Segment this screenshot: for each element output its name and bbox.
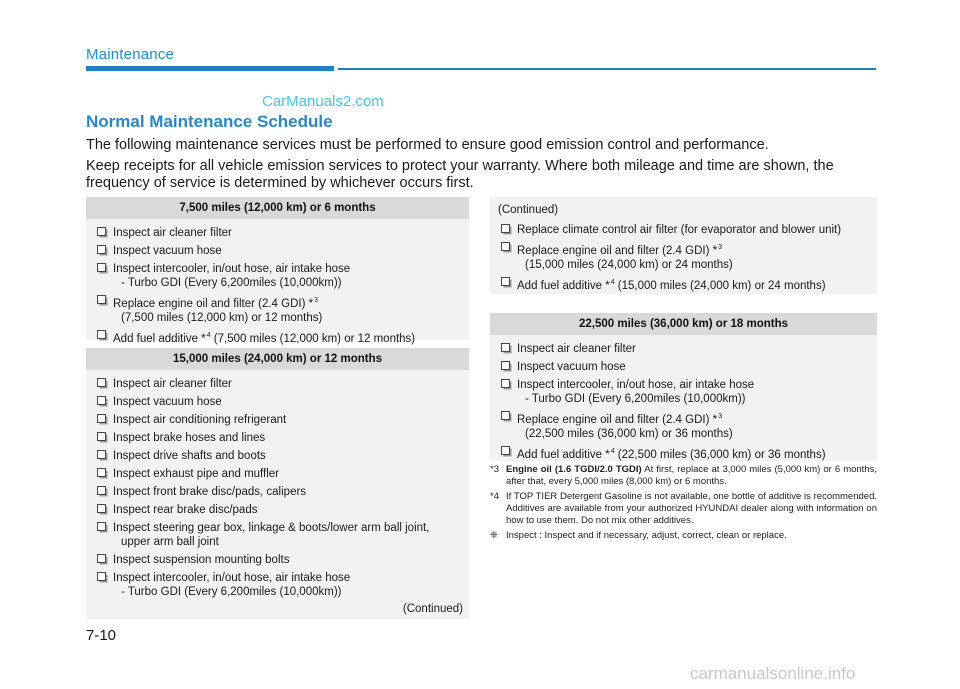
checklist-item [97,262,461,290]
checkbox-icon [97,245,108,256]
checkbox-icon [501,224,512,235]
checkbox-icon [97,263,108,274]
footnote [490,530,877,542]
checkbox-icon [97,504,108,515]
checklist-item-text [113,377,461,391]
checkbox-icon [501,361,512,372]
item-label: Add fuel additive * [517,279,610,292]
item-subtext: - Turbo GDI (Every 6,200miles (10,000km)) [121,586,342,598]
intro-paragraph-2: Keep receipts for all vehicle emission services to protect your warranty. Where both mileage and time are shown, the frequency of service is determined by whichever occurs first. [86,158,834,191]
checklist-item [501,342,869,356]
checkbox-icon [97,450,108,461]
header-rule-thin [338,68,876,70]
item-label: Replace engine oil and filter (2.4 GDI) * [517,244,718,257]
checklist-item-text [113,553,461,567]
continued-label: (Continued) [498,204,559,216]
item-label: Inspect air conditioning refrigerant [113,414,287,426]
footnote-text [506,491,877,527]
checklist-item-text [517,223,869,237]
header-rule-thick [86,66,334,71]
schedule-box-7500 [86,197,469,345]
footnote-ref: 4 [610,278,615,286]
footnote-ref: 4 [206,331,211,339]
checkbox-icon [501,277,512,288]
footnote-ref: 3 [314,297,318,304]
footnote-mark: *4 [490,491,499,502]
item-subtext: (22,500 miles (36,000 km) or 36 months) [525,427,733,440]
section-title: Maintenance [86,46,175,63]
schedule-box-header: 22,500 miles (36,000 km) or 18 months [490,313,877,335]
checklist-item [97,431,461,445]
checkbox-icon [97,486,108,497]
checklist-item [97,294,461,325]
item-label: Inspect drive shafts and boots [113,450,266,462]
checklist-item [97,226,461,240]
checklist-item [97,485,461,499]
checklist-item [97,329,461,346]
item-label: Inspect vacuum hose [113,245,222,257]
item-label: Inspect front brake disc/pads, calipers [113,486,307,498]
checkbox-icon [97,522,108,533]
footnote-bold: Engine oil (1.6 TGDI/2.0 TGDI) [506,464,642,475]
checklist-item [97,521,461,549]
footnote-body: At first, replace at 3,000 miles (5,000 km) or 6 months, after that, every 5,000 miles (8,000 km) or 6 months. [506,464,877,487]
footnote-body: Inspect : Inspect and if necessary, adjust, correct, clean or replace. [506,530,787,541]
item-subtext: (7,500 miles (12,000 km) or 12 months) [121,311,323,324]
item-label: Inspect rear brake disc/pads [113,504,258,516]
checklist-item [97,449,461,463]
schedule-box-15000 [86,348,469,619]
item-interval: (15,000 miles (24,000 km) or 24 months) [614,279,826,292]
footnote [490,464,877,488]
checklist-item [97,413,461,427]
item-label: Inspect exhaust pipe and muffler [113,468,280,480]
checkbox-icon [97,468,108,479]
checklist-item [97,571,461,599]
checklist-item [501,360,869,374]
checkbox-icon [97,378,108,389]
item-label: Replace climate control air filter (for evaporator and blower unit) [517,224,842,236]
checklist-item [97,377,461,391]
item-label: Inspect vacuum hose [113,396,222,408]
checkbox-icon [501,379,512,390]
footnote-ref: 4 [610,447,615,455]
checkbox-icon [501,242,512,253]
footnote-ref: 3 [718,413,722,420]
checklist-item-text [113,449,461,463]
footnote-mark: ❈ [490,530,498,541]
checklist-item-text [113,571,461,599]
item-subtext: - Turbo GDI (Every 6,200miles (10,000km)) [121,277,342,289]
footnote-ref: 3 [718,244,722,251]
checklist-item [501,241,869,272]
item-label: Inspect air cleaner filter [517,343,636,355]
schedule-box-header: 7,500 miles (12,000 km) or 6 months [86,197,469,219]
checklist-item [97,244,461,258]
footnote-text [506,464,877,488]
schedule-box-header: 15,000 miles (24,000 km) or 12 months [86,348,469,370]
checkbox-icon [97,330,108,341]
footnote-text [506,530,877,542]
checklist-item-text [113,244,461,258]
checkbox-icon [97,295,108,306]
checklist-item [501,445,869,462]
checklist [86,219,469,356]
continued-label: (Continued) [402,603,463,615]
item-label: Add fuel additive * [113,332,206,345]
item-label: Replace engine oil and filter (2.4 GDI) * [113,297,314,310]
item-label: Inspect suspension mounting bolts [113,554,290,566]
checkbox-icon [501,343,512,354]
checklist-item-text [113,395,461,409]
checkbox-icon [97,414,108,425]
item-label: Add fuel additive * [517,448,610,461]
footnotes [490,464,877,545]
page-heading: Normal Maintenance Schedule [86,112,333,131]
item-label: Inspect brake hoses and lines [113,432,266,444]
checklist-item [97,467,461,481]
checklist-item-text [113,329,461,346]
checklist-item-text [113,413,461,427]
footnote-mark: *3 [490,464,499,475]
checklist-item [97,503,461,517]
checklist-item [501,378,869,406]
item-subtext: - Turbo GDI (Every 6,200miles (10,000km)) [525,393,746,405]
checklist-item-text [113,226,461,240]
item-label: Replace engine oil and filter (2.4 GDI) * [517,413,718,426]
checkbox-icon [501,411,512,422]
item-label: Inspect air cleaner filter [113,227,232,239]
checklist-item-text [517,342,869,356]
item-label: Inspect air cleaner filter [113,378,232,390]
item-label: Inspect intercooler, in/out hose, air intake hose [113,263,351,275]
checklist-item [97,395,461,409]
checklist [490,223,877,303]
checklist-item-text [113,485,461,499]
checklist-item-text [113,262,461,290]
checklist-item-text [517,360,869,374]
item-subtext: upper arm ball joint [121,536,219,548]
checklist-item-text [517,241,869,272]
checkbox-icon [501,446,512,457]
intro-paragraph-1: The following maintenance services must be performed to ensure good emission control and performance. [86,137,769,153]
item-interval: (7,500 miles (12,000 km) or 12 months) [210,332,416,345]
item-label: Inspect vacuum hose [517,361,626,373]
item-interval: (22,500 miles (36,000 km) or 36 months) [614,448,826,461]
checklist-item [501,223,869,237]
footnote [490,491,877,527]
checklist-item-text [113,503,461,517]
checklist-item-text [517,378,869,406]
item-subtext: (15,000 miles (24,000 km) or 24 months) [525,258,733,271]
item-label: Inspect steering gear box, linkage & boots/lower arm ball joint, [113,522,430,534]
item-label: Inspect intercooler, in/out hose, air intake hose [517,379,755,391]
checklist-item-text [113,521,461,549]
item-label: Inspect intercooler, in/out hose, air intake hose [113,572,351,584]
checklist-item [97,553,461,567]
checklist-item [501,410,869,441]
checkbox-icon [97,554,108,565]
checklist-item-text [113,294,461,325]
checkbox-icon [97,227,108,238]
checklist [86,370,469,599]
watermark-top: CarManuals2.com [262,93,384,110]
page-number: 7-10 [86,627,117,644]
checkbox-icon [97,432,108,443]
checklist-item-text [517,445,869,462]
footnote-body: If TOP TIER Detergent Gasoline is not available, one bottle of additive is recommended. Additives are available from your authorized HYUNDAI dealer along with information on how to use them. Do not mix other additives. [506,491,877,526]
checkbox-icon [97,572,108,583]
checklist-item-text [113,467,461,481]
schedule-box-22500 [490,313,877,461]
checklist-item [501,276,869,293]
schedule-box-continued [490,197,877,294]
watermark-bottom: carmanualsonline.info [690,664,856,683]
checkbox-icon [97,396,108,407]
checklist-item-text [517,410,869,441]
checklist-item-text [517,276,869,293]
checklist [490,335,877,472]
checklist-item-text [113,431,461,445]
